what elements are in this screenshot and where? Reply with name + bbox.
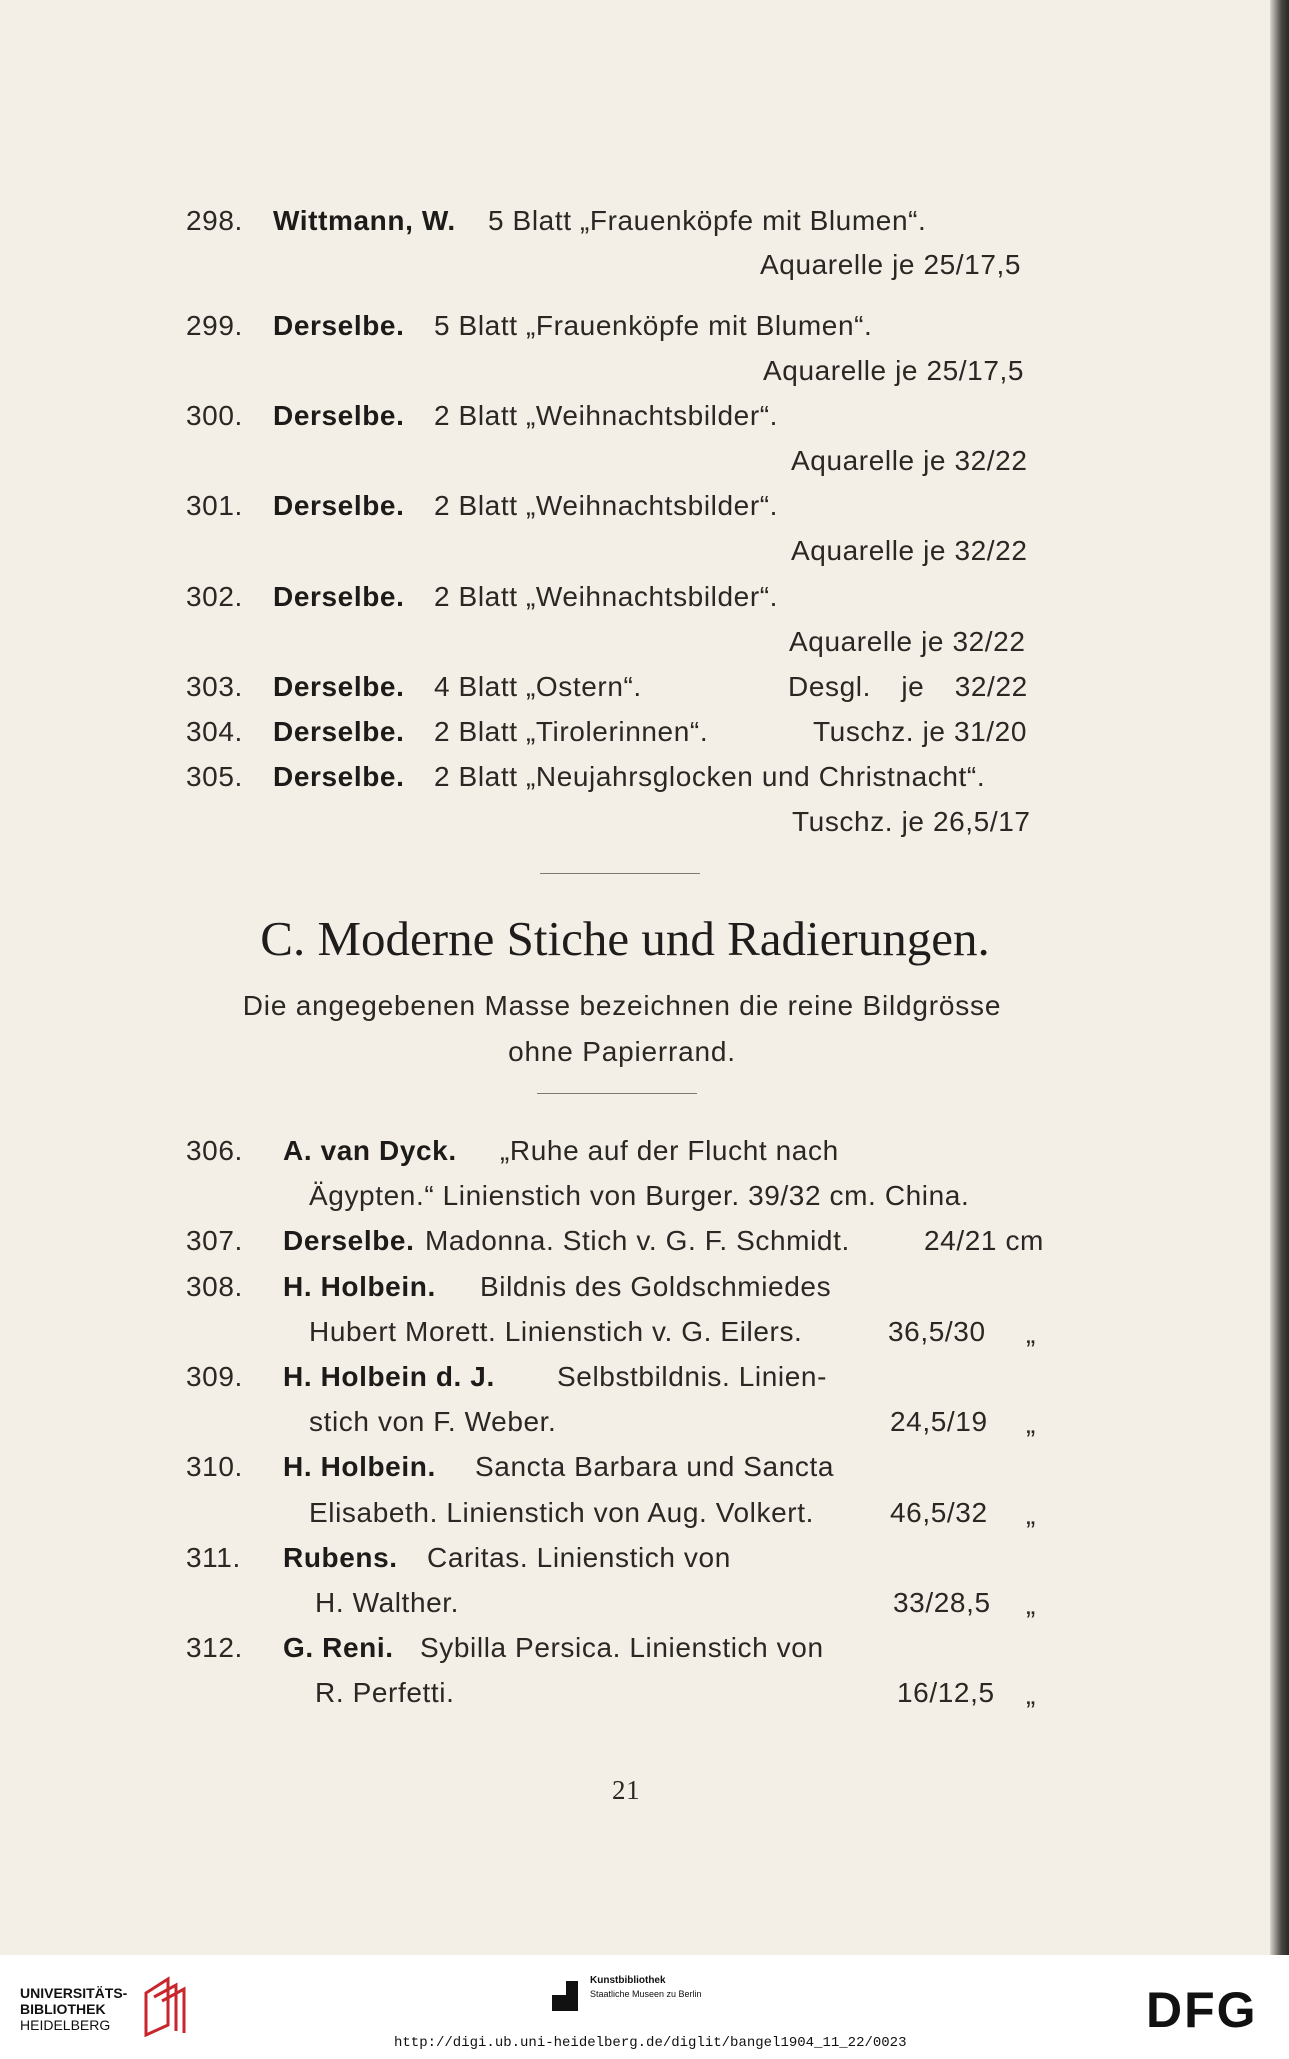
library-name-line: HEIDELBERG: [20, 2017, 111, 2033]
entry-size: 36,5/30: [888, 1316, 986, 1347]
entry-number: 300.: [186, 400, 243, 431]
entry-description: Sybilla Persica. Linienstich von: [420, 1632, 824, 1663]
entry-artist: H. Holbein d. J.: [283, 1361, 495, 1392]
entry-number: 312.: [186, 1632, 243, 1663]
entry-artist: Rubens.: [283, 1542, 398, 1573]
entry-technique: Desgl. je 32/22: [788, 671, 1028, 702]
section-divider: [540, 873, 700, 874]
entry-description: 2 Blatt „Neujahrsglocken und Christnacht“.: [434, 761, 986, 792]
entry-number: 307.: [186, 1225, 243, 1256]
entry-technique: Tuschz. je 31/20: [813, 716, 1028, 747]
entry-description: 5 Blatt „Frauenköpfe mit Blumen“.: [434, 310, 873, 341]
section-note: Die angegebenen Masse bezeichnen die reine Bildgrösse: [242, 990, 1002, 1021]
section-divider: [537, 1093, 697, 1094]
entry-description: Hubert Morett. Linienstich v. G. Eilers.: [309, 1316, 803, 1347]
permalink-url[interactable]: http://digi.ub.uni-heidelberg.de/diglit/bangel1904_11_22/0023: [394, 2035, 907, 2051]
entry-artist: Derselbe.: [273, 716, 405, 747]
entry-number: 299.: [186, 310, 243, 341]
university-library-logo[interactable]: [20, 1973, 220, 2037]
library-name: [20, 1985, 127, 2033]
library-name-line: BIBLIOTHEK: [20, 2001, 106, 2017]
entry-number: 308.: [186, 1271, 243, 1302]
kunstbibliothek-name: Kunstbibliothek: [590, 1975, 666, 1986]
entry-number: 310.: [186, 1451, 243, 1482]
library-name-line: UNIVERSITÄTS-: [20, 1985, 128, 2001]
entry-number: 304.: [186, 716, 243, 747]
entry-number: 305.: [186, 761, 243, 792]
entry-artist: Derselbe.: [273, 671, 405, 702]
entry-size: 46,5/32: [890, 1497, 988, 1528]
entry-description: 2 Blatt „Weihnachtsbilder“.: [434, 581, 779, 612]
entry-description: 5 Blatt „Frauenköpfe mit Blumen“.: [488, 205, 927, 236]
section-note: ohne Papierrand.: [508, 1036, 736, 1067]
entry-technique: Aquarelle je 32/22: [789, 626, 1026, 657]
kunstbibliothek-logo[interactable]: [548, 1975, 778, 2015]
entry-description: Ägypten.“ Linienstich von Burger. 39/32 cm. China.: [309, 1180, 970, 1211]
entry-technique: Aquarelle je 25/17,5: [760, 249, 1022, 280]
kunstbibliothek-icon: [548, 1979, 582, 2013]
entry-description: Madonna. Stich v. G. F. Schmidt.: [425, 1225, 850, 1256]
ditto-mark: „: [1026, 1499, 1036, 1530]
entry-artist: Derselbe.: [273, 581, 405, 612]
ditto-mark: „: [1026, 1589, 1036, 1620]
entry-description: 2 Blatt „Tirolerinnen“.: [434, 716, 709, 747]
entry-technique: Aquarelle je 32/22: [791, 445, 1028, 476]
entry-artist: Derselbe.: [273, 400, 405, 431]
entry-number: 309.: [186, 1361, 243, 1392]
ditto-mark: „: [1026, 1679, 1036, 1710]
ditto-mark: „: [1026, 1318, 1036, 1349]
footer-bar: [0, 1955, 1289, 2059]
entry-artist: H. Holbein.: [283, 1451, 436, 1482]
entry-artist: G. Reni.: [283, 1632, 394, 1663]
entry-technique: Aquarelle je 25/17,5: [763, 355, 1025, 386]
entry-description: Selbstbildnis. Linien-: [557, 1361, 828, 1392]
entry-artist: Derselbe.: [273, 310, 405, 341]
entry-number: 311.: [186, 1542, 241, 1573]
entry-technique: Tuschz. je 26,5/17: [792, 806, 1031, 837]
kunstbibliothek-subtitle: Staatliche Museen zu Berlin: [590, 1989, 702, 1999]
entry-description: 2 Blatt „Weihnachtsbilder“.: [434, 490, 779, 521]
library-emblem-icon: [132, 1973, 192, 2037]
entry-artist: H. Holbein.: [283, 1271, 436, 1302]
entry-description: stich von F. Weber.: [309, 1406, 557, 1437]
entry-number: 301.: [186, 490, 243, 521]
page-number: 21: [612, 1775, 641, 1805]
entry-description: „Ruhe auf der Flucht nach: [500, 1135, 839, 1166]
entry-size: 24/21 cm: [924, 1225, 1044, 1256]
entry-description: 4 Blatt „Ostern“.: [434, 671, 642, 702]
page-edge-shadow: [1270, 0, 1289, 1955]
entry-description: 2 Blatt „Weihnachtsbilder“.: [434, 400, 779, 431]
entry-description: Elisabeth. Linienstich von Aug. Volkert.: [309, 1497, 814, 1528]
entry-artist: Derselbe.: [273, 761, 405, 792]
entry-size: 33/28,5: [893, 1587, 991, 1618]
entry-artist: Derselbe.: [283, 1225, 415, 1256]
entry-artist: A. van Dyck.: [283, 1135, 457, 1166]
dfg-logo[interactable]: DFG: [1146, 1982, 1258, 2038]
entry-number: 306.: [186, 1135, 243, 1166]
entry-description: Sancta Barbara und Sancta: [475, 1451, 835, 1482]
entry-description: Bildnis des Goldschmiedes: [480, 1271, 832, 1302]
entry-description: Caritas. Linienstich von: [427, 1542, 731, 1573]
entry-artist: Derselbe.: [273, 490, 405, 521]
entry-technique: Aquarelle je 32/22: [791, 535, 1028, 566]
entry-artist: Wittmann, W.: [273, 205, 456, 236]
section-heading: C. Moderne Stiche und Radierungen.: [260, 911, 990, 966]
ditto-mark: „: [1026, 1408, 1036, 1439]
entry-description: H. Walther.: [315, 1587, 460, 1618]
entry-number: 303.: [186, 671, 243, 702]
entry-size: 24,5/19: [890, 1406, 988, 1437]
entry-size: 16/12,5: [897, 1677, 995, 1708]
entry-number: 298.: [186, 205, 243, 236]
entry-number: 302.: [186, 581, 243, 612]
entry-description: R. Perfetti.: [315, 1677, 455, 1708]
